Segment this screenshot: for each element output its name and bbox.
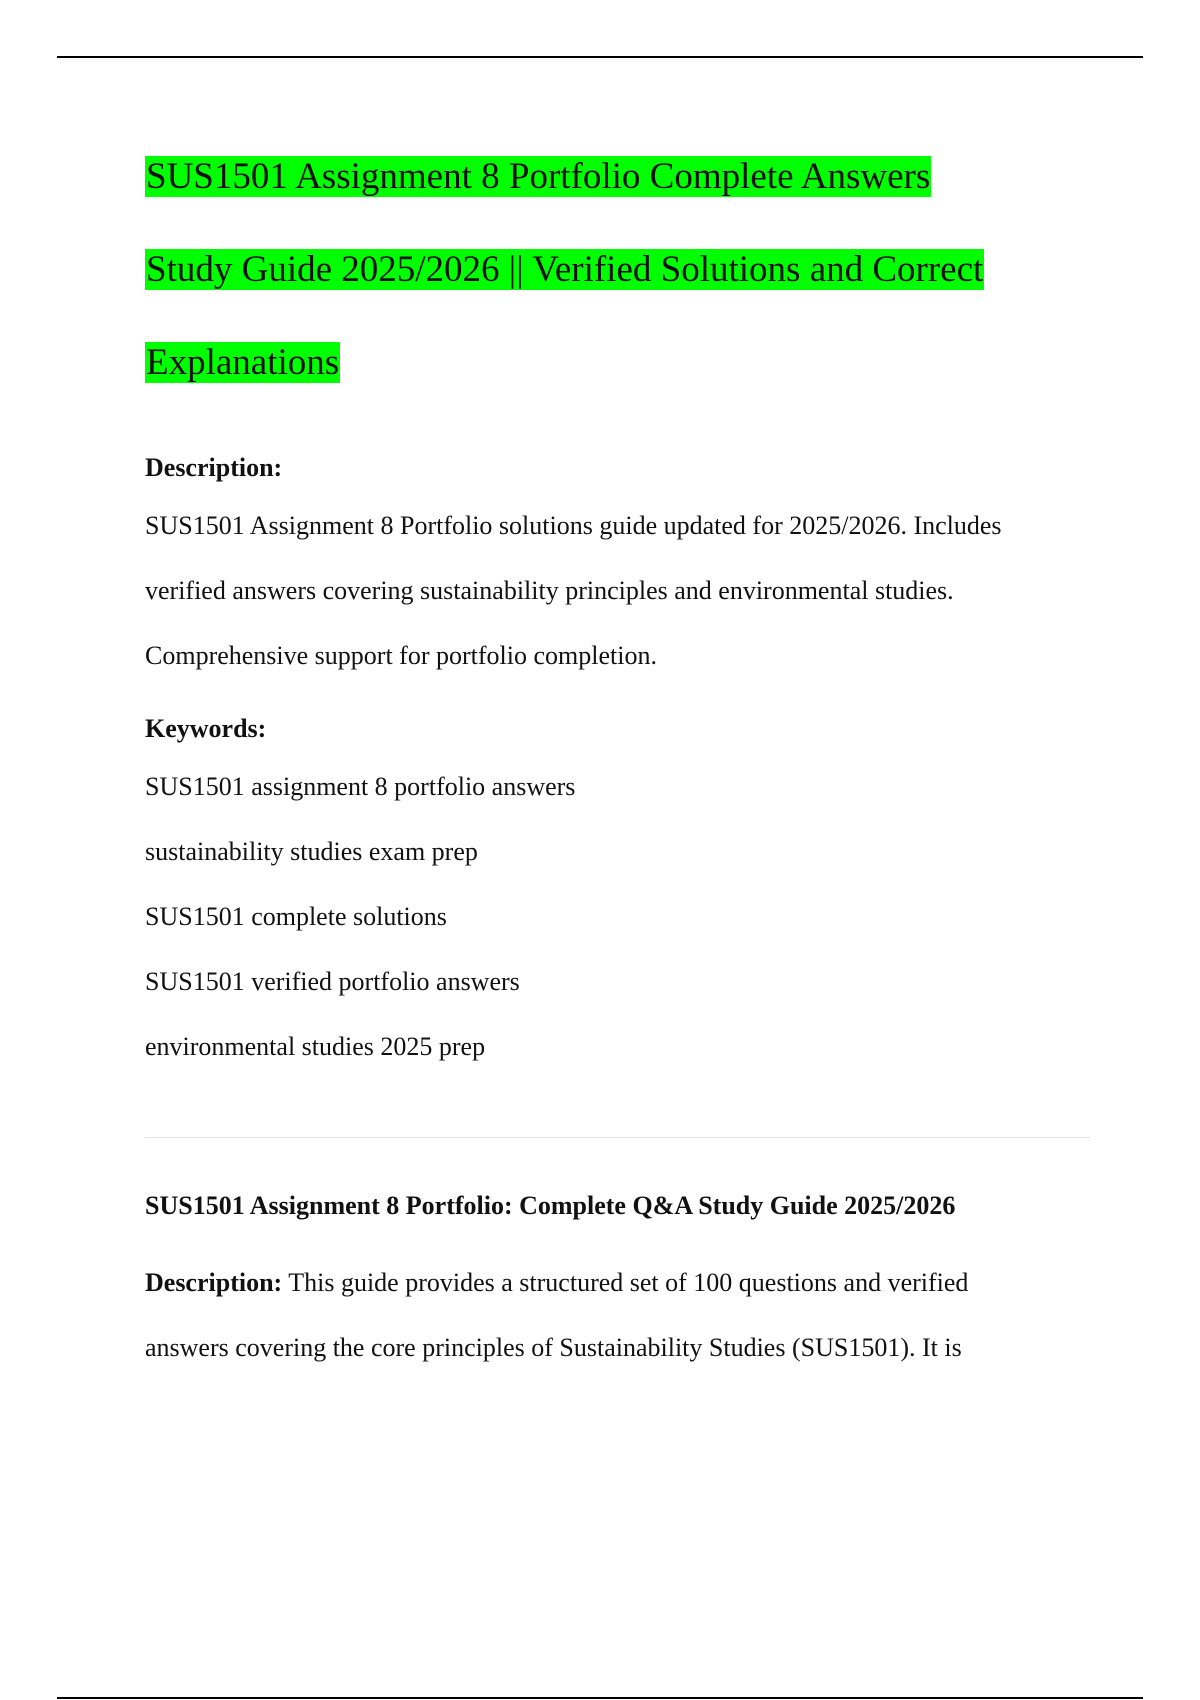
description-line-1: SUS1501 Assignment 8 Portfolio solutions guide updated for 2025/2026. Includes [145, 511, 1002, 540]
description-line-3: Comprehensive support for portfolio completion. [145, 641, 657, 670]
description-text [145, 493, 1100, 688]
section-divider [145, 1137, 1090, 1138]
section-title: SUS1501 Assignment 8 Portfolio: Complete Q&A Study Guide 2025/2026 [145, 1191, 956, 1220]
top-rule [57, 56, 1143, 58]
title-line-1: SUS1501 Assignment 8 Portfolio Complete Answers [146, 156, 931, 197]
description-label: Description: [145, 453, 283, 482]
keyword-item: SUS1501 verified portfolio answers [145, 967, 520, 996]
title-line-2: Study Guide 2025/2026 || Verified Solutions and Correct [146, 249, 984, 290]
keywords-list [145, 754, 1100, 1079]
keywords-label: Keywords: [145, 714, 267, 743]
section-description-line-1: This guide provides a structured set of 100 questions and verified [282, 1268, 969, 1297]
document-title [145, 130, 1100, 409]
keyword-item: sustainability studies exam prep [145, 837, 478, 866]
section-description [145, 1250, 1100, 1380]
title-line-3: Explanations [146, 342, 340, 383]
document-page [145, 130, 1100, 1380]
keyword-item: SUS1501 assignment 8 portfolio answers [145, 772, 576, 801]
keyword-item: environmental studies 2025 prep [145, 1032, 486, 1061]
keyword-item: SUS1501 complete solutions [145, 902, 447, 931]
section-description-label: Description: [145, 1268, 283, 1297]
section-description-line-2: answers covering the core principles of Sustainability Studies (SUS1501). It is [145, 1333, 962, 1362]
bottom-rule [57, 1697, 1143, 1699]
description-line-2: verified answers covering sustainability principles and environmental studies. [145, 576, 954, 605]
